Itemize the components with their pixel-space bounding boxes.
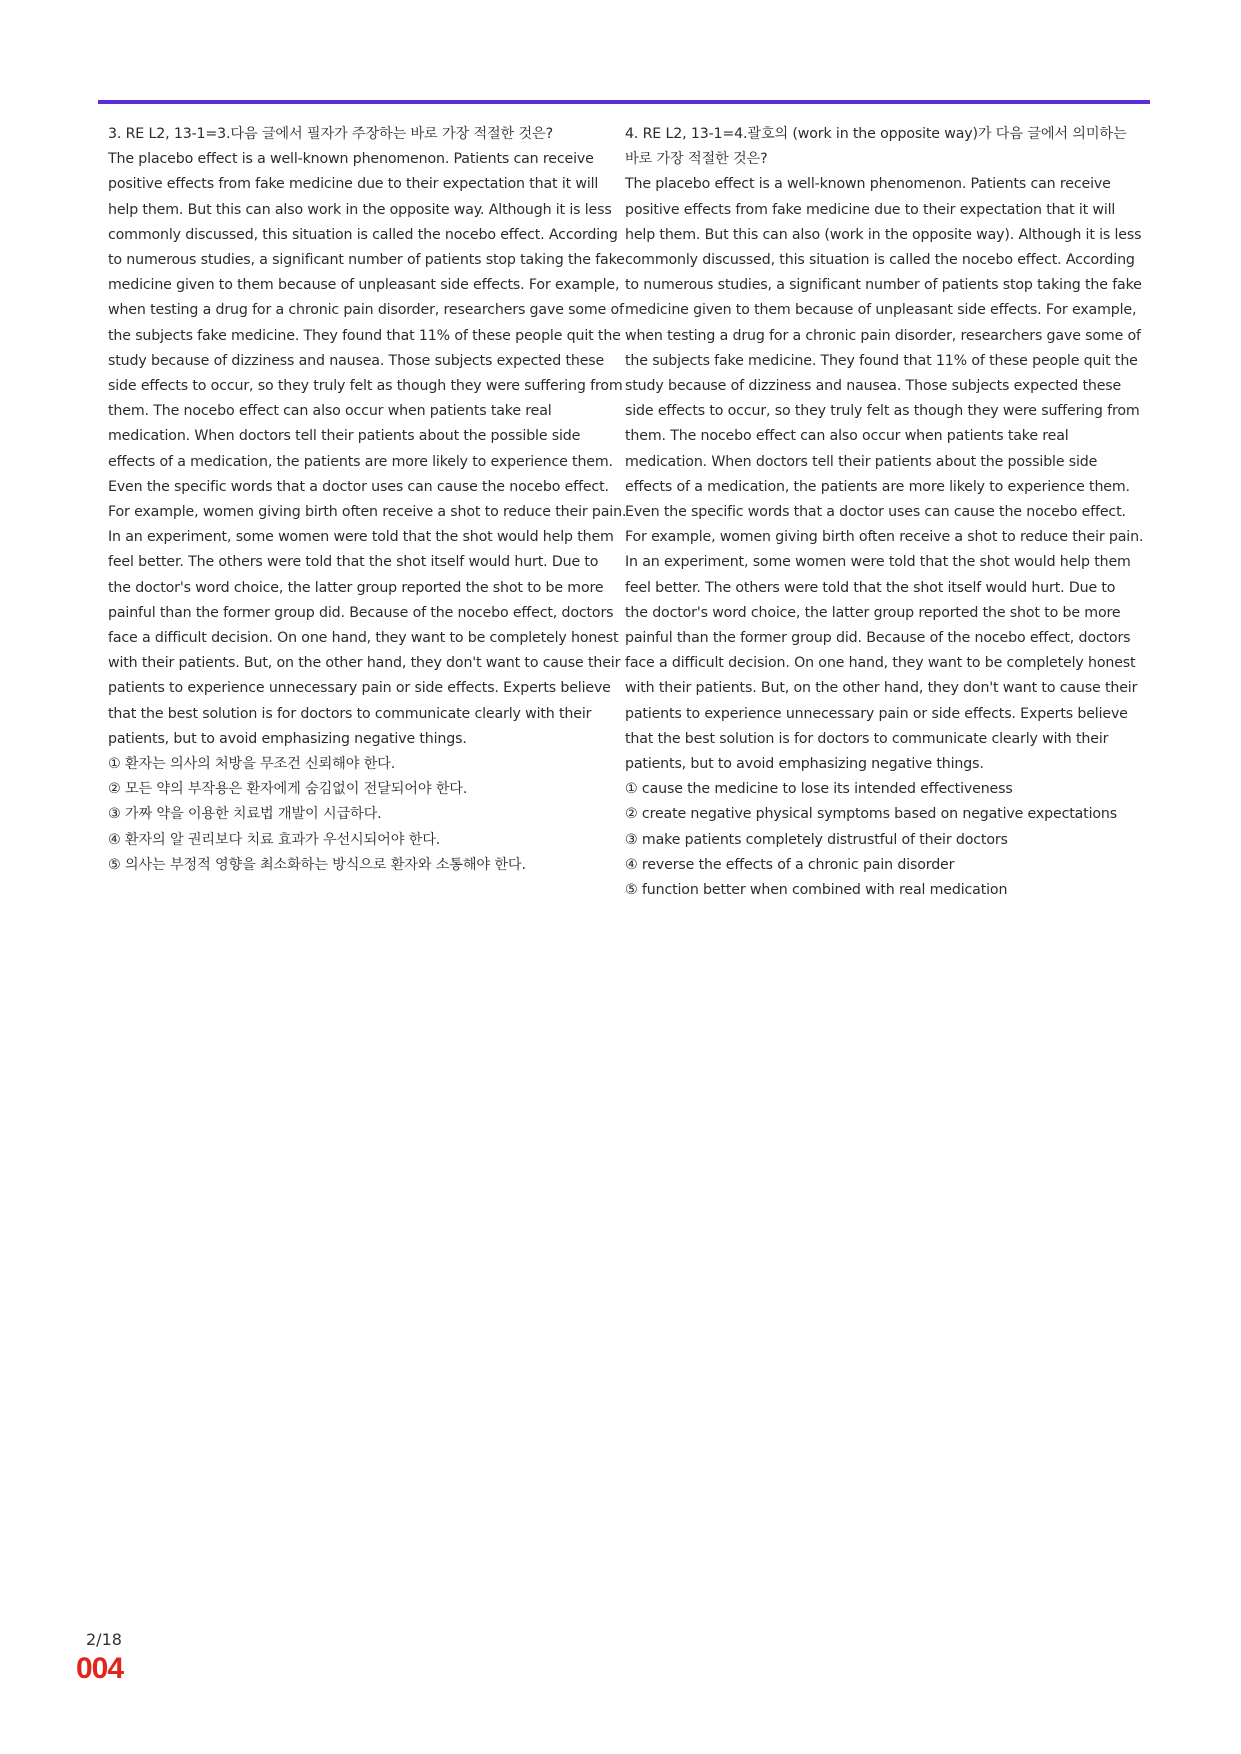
passage-line: medicine given to them because of unpleasant side effects. For example,: [108, 277, 620, 294]
passage-line: commonly discussed, this situation is called the nocebo effect. According: [625, 252, 1135, 269]
passage-line: Even the specific words that a doctor uses can cause the nocebo effect.: [108, 478, 609, 495]
passage-line: feel better. The others were told that the shot itself would hurt. Due to: [108, 554, 599, 571]
page-number: 2/18: [86, 1630, 122, 1649]
answer-choice-1[interactable]: ① cause the medicine to lose its intended effectiveness: [625, 781, 1013, 798]
passage-line: study because of dizziness and nausea. Those subjects expected these: [625, 378, 1122, 395]
passage-line: with their patients. But, on the other hand, they don't want to cause their: [108, 655, 621, 672]
passage-line: to numerous studies, a significant number of patients stop taking the fake: [625, 277, 1142, 294]
passage-line: the doctor's word choice, the latter group reported the shot to be more: [625, 604, 1121, 621]
passage-line: For example, women giving birth often receive a shot to reduce their pain.: [625, 529, 1144, 546]
sheet-code: 004: [76, 1652, 124, 1685]
answer-choice-2[interactable]: ② 모든 약의 부작용은 환자에게 숨김없이 전달되어야 한다.: [108, 781, 468, 798]
passage-line: when testing a drug for a chronic pain disorder, researchers gave some of: [108, 302, 624, 319]
question-3-choices: [108, 752, 620, 878]
passage-line: feel better. The others were told that the shot itself would hurt. Due to: [625, 579, 1116, 596]
passage-line: that the best solution is for doctors to communicate clearly with their: [625, 730, 1109, 747]
answer-choice-3[interactable]: ③ 가짜 약을 이용한 치료법 개발이 시급하다.: [108, 806, 382, 823]
answer-choice-2[interactable]: ② create negative physical symptoms based on negative expectations: [625, 806, 1117, 823]
question-heading-line: 바로 가장 적절한 것은?: [625, 151, 768, 168]
passage-line: The placebo effect is a well-known phenomenon. Patients can receive: [108, 151, 594, 168]
passage-line: patients to experience unnecessary pain or side effects. Experts believe: [625, 705, 1128, 722]
passage-line: to numerous studies, a significant number of patients stop taking the fake: [108, 252, 625, 269]
answer-choice-5[interactable]: ⑤ 의사는 부정적 영향을 최소화하는 방식으로 환자와 소통해야 한다.: [108, 856, 526, 873]
answer-choice-3[interactable]: ③ make patients completely distrustful of their doctors: [625, 831, 1008, 848]
answer-choice-4[interactable]: ④ 환자의 알 권리보다 치료 효과가 우선시되어야 한다.: [108, 831, 441, 848]
passage-line: painful than the former group did. Because of the nocebo effect, doctors: [625, 630, 1131, 647]
passage-line: positive effects from fake medicine due to their expectation that it will: [625, 201, 1116, 218]
passage-line: when testing a drug for a chronic pain disorder, researchers gave some of: [625, 327, 1141, 344]
question-4-choices: [625, 777, 1135, 903]
question-heading-line: 4. RE L2, 13-1=4.괄호의 (work in the opposite way)가 다음 글에서 의미하는: [625, 126, 1127, 142]
answer-choice-4[interactable]: ④ reverse the effects of a chronic pain disorder: [625, 856, 955, 873]
passage-line: effects of a medication, the patients are more likely to experience them.: [625, 478, 1130, 495]
question-4-passage: [625, 172, 1144, 777]
passage-line: the subjects fake medicine. They found that 11% of these people quit the: [108, 327, 621, 344]
passage-line: medication. When doctors tell their patients about the possible side: [108, 428, 581, 445]
passage-line: patients to experience unnecessary pain or side effects. Experts believe: [108, 680, 611, 697]
passage-line: the subjects fake medicine. They found that 11% of these people quit the: [625, 352, 1138, 369]
passage-line: positive effects from fake medicine due to their expectation that it will: [108, 176, 599, 193]
passage-line: study because of dizziness and nausea. Those subjects expected these: [108, 352, 605, 369]
question-4-heading: [625, 122, 1135, 172]
passage-line: help them. But this can also work in the opposite way. Although it is less: [108, 201, 612, 218]
passage-line: Even the specific words that a doctor uses can cause the nocebo effect.: [625, 504, 1126, 521]
passage-line: face a difficult decision. On one hand, they want to be completely honest: [625, 655, 1136, 672]
passage-line: side effects to occur, so they truly felt as though they were suffering from: [625, 403, 1140, 420]
question-4: [625, 122, 1144, 903]
question-3: [108, 122, 627, 878]
passage-line: them. The nocebo effect can also occur when patients take real: [625, 428, 1069, 445]
passage-line: For example, women giving birth often receive a shot to reduce their pain.: [108, 504, 627, 521]
passage-line: effects of a medication, the patients are more likely to experience them.: [108, 453, 613, 470]
passage-line: In an experiment, some women were told that the shot would help them: [625, 554, 1131, 571]
passage-line: painful than the former group did. Because of the nocebo effect, doctors: [108, 604, 614, 621]
passage-line: that the best solution is for doctors to communicate clearly with their: [108, 705, 592, 722]
passage-line: patients, but to avoid emphasizing negative things.: [625, 756, 984, 773]
header-rule: [98, 100, 1150, 104]
answer-choice-5[interactable]: ⑤ function better when combined with real medication: [625, 882, 1008, 899]
passage-line: commonly discussed, this situation is called the nocebo effect. According: [108, 226, 618, 243]
passage-line: patients, but to avoid emphasizing negative things.: [108, 730, 467, 747]
passage-line: face a difficult decision. On one hand, they want to be completely honest: [108, 630, 619, 647]
passage-line: medicine given to them because of unpleasant side effects. For example,: [625, 302, 1137, 319]
passage-line: The placebo effect is a well-known phenomenon. Patients can receive: [625, 176, 1111, 193]
question-3-passage: [108, 147, 627, 752]
question-heading-line: 3. RE L2, 13-1=3.다음 글에서 필자가 주장하는 바로 가장 적절한 것은?: [108, 126, 553, 142]
answer-choice-1[interactable]: ① 환자는 의사의 처방을 무조건 신뢰해야 한다.: [108, 756, 396, 773]
passage-line: side effects to occur, so they truly felt as though they were suffering from: [108, 378, 623, 395]
passage-line: the doctor's word choice, the latter group reported the shot to be more: [108, 579, 604, 596]
question-3-heading: [108, 122, 620, 147]
passage-line: In an experiment, some women were told that the shot would help them: [108, 529, 614, 546]
passage-line: help them. But this can also (work in the opposite way). Although it is less: [625, 226, 1142, 243]
passage-line: them. The nocebo effect can also occur when patients take real: [108, 403, 552, 420]
passage-line: medication. When doctors tell their patients about the possible side: [625, 453, 1098, 470]
passage-line: with their patients. But, on the other hand, they don't want to cause their: [625, 680, 1138, 697]
